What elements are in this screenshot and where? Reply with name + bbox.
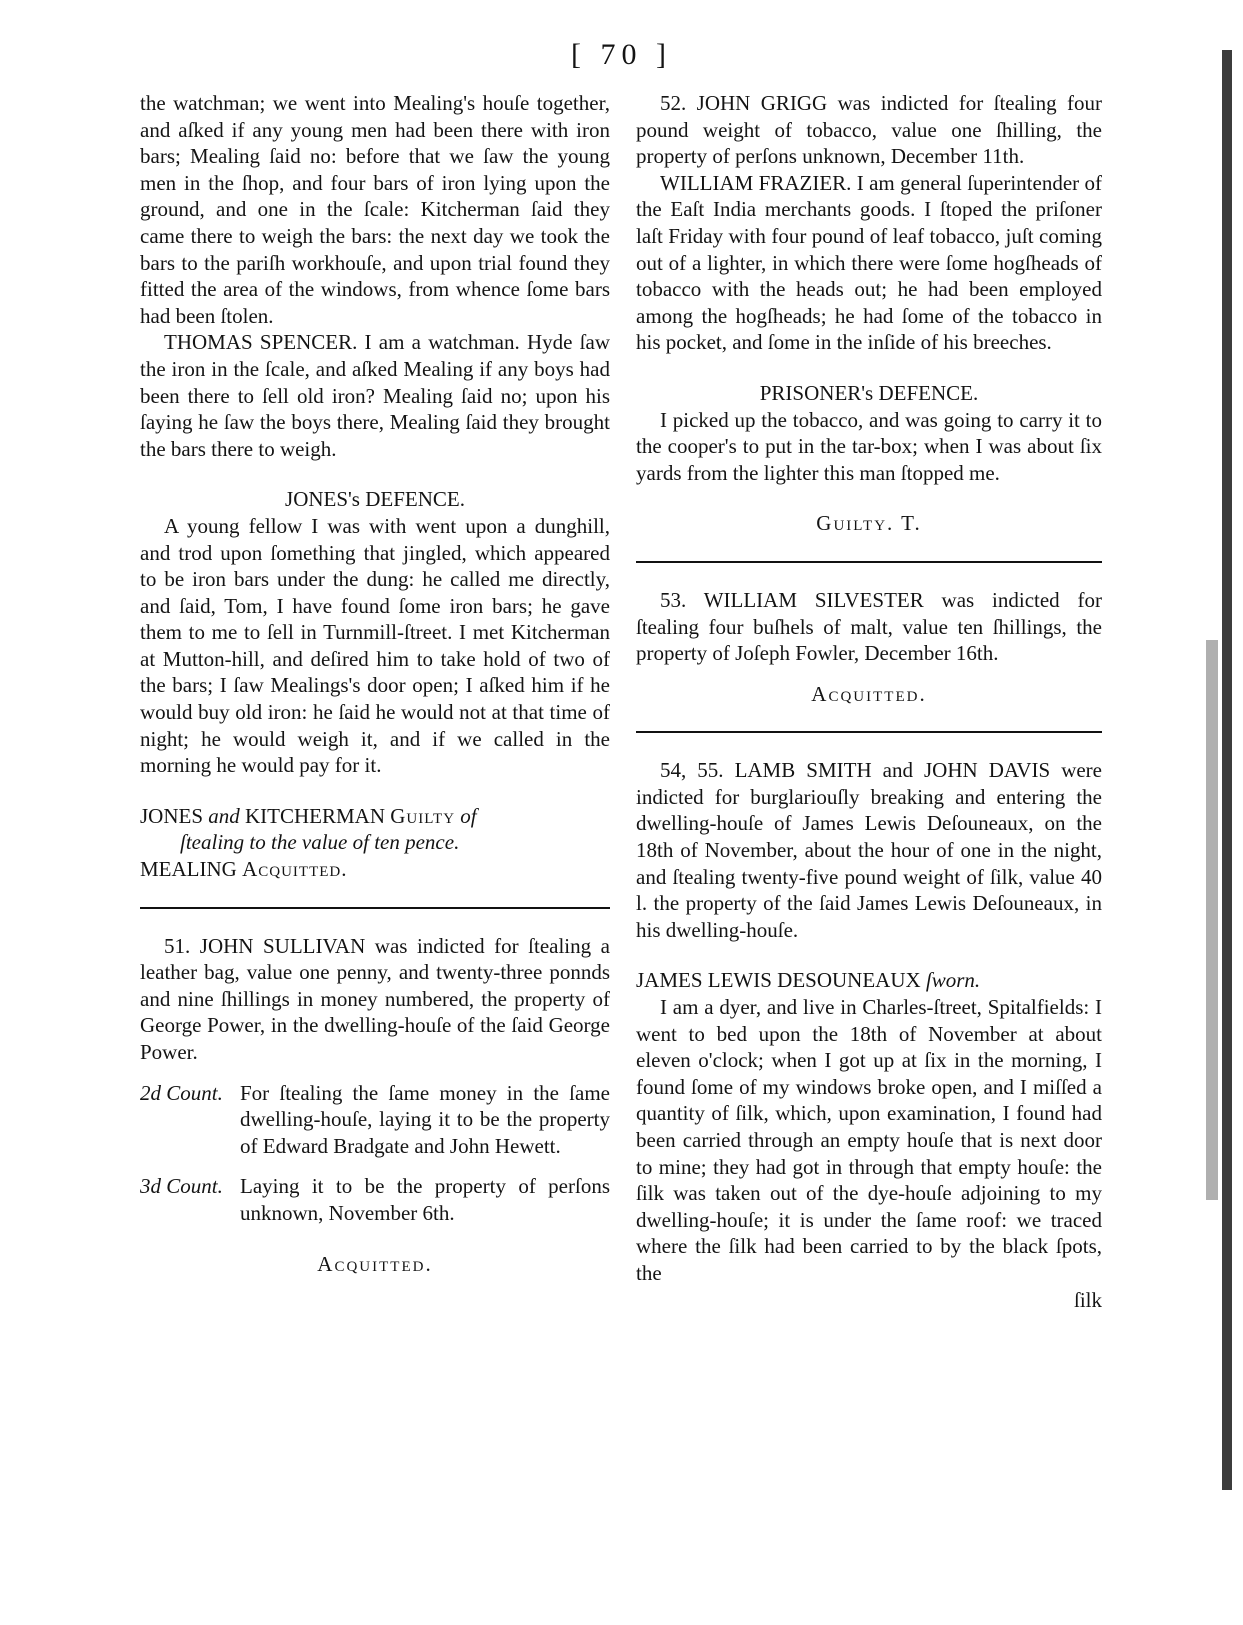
- indictment-paragraph: 51. JOHN SULLIVAN was indicted for ſtealing a leather bag, value one penny, and twenty-three ponnds and nine ſhillings in money numbered, the property of George Power, in the dwelling-houſe of the ſaid George Power.: [140, 933, 610, 1064]
- indictment-paragraph: 54, 55. LAMB SMITH and JOHN DAVIS were indicted for burglariouſly breaking and entering the dwelling-houſe of James Lewis Deſouneaux, on the 18th of November, about the hour of one in the night, and ſtealing twenty-five pound weight of ſilk, value 40 l. the property of the ſaid James Lewis Deſouneaux, in his dwelling-houſe.: [636, 758, 1102, 942]
- paragraph: I picked up the tobacco, and was going to carry it to the cooper's to put in the tar-box; when I was about ſix yards from the lighter this man ſtopped me.: [636, 407, 1102, 485]
- count-entry: [140, 1173, 610, 1226]
- verdict: Guilty. T.: [816, 511, 922, 536]
- verdict-finding: [140, 803, 610, 883]
- finding-name: MEALING: [140, 857, 237, 882]
- count-entry: [140, 1080, 610, 1160]
- section-heading: JONES's DEFENCE.: [285, 487, 465, 512]
- finding-verdict: Acquitted.: [242, 857, 348, 882]
- finding-of: of: [460, 803, 477, 828]
- indictment-paragraph: 52. JOHN GRIGG was indicted for ſtealing four pound weight of tobacco, value one ſhilling, the property of perſons unknown, December 11th.: [636, 91, 1102, 169]
- paragraph: WILLIAM FRAZIER. I am general ſuperintender of the Eaſt India merchants goods. I ſtoped the priſoner laſt Friday with four pound of leaf tobacco, juſt coming out of a lighter, in which there were ſome hogſheads of tobacco with the heads out; he had been employed among the hogſheads; he had ſome of the tobacco in his pocket, and ſome in the inſide of his breeches.: [636, 170, 1102, 355]
- left-column: [140, 90, 610, 1277]
- verdict: Acquitted.: [317, 1251, 433, 1276]
- paragraph: A young fellow I was with went upon a dunghill, and trod upon ſomething that jingled, which appeared to be iron bars under the dung: he called me directly, and ſaid, Tom, I have found ſome iron bars; he gave them to me to ſell in Turnmill-ſtreet. I met Kitcherman at Mutton-hill, and deſired him to take hold of two of the bars; I ſaw Mealings's door open; I aſked him if he would buy old iron: he ſaid he would not at that time of night; he would weigh it, and if we called in the morning he would pay for it.: [140, 513, 610, 778]
- paragraph: I am a dyer, and live in Charles-ſtreet, Spitalfields: I went to bed upon the 18th of November at about eleven o'clock; when I got up at ſix in the morning, I found ſome of my windows broke open, and I miſſed a quantity of ſilk, which, upon examination, I found had been carried through an empty houſe that is next door to mine; they had got in through that empty houſe: the ſilk was taken out of the dye-houſe adjoining to my dwelling-houſe; it is under the ſame roof: we traced where the ſilk had been carried to by the black ſpots, the: [636, 995, 1102, 1285]
- finding-conjunction: and: [208, 803, 240, 828]
- count-text: For ſtealing the ſame money in the ſame dwelling-houſe, laying it to be the property of Edward Bradgate and John Hewett.: [240, 1080, 610, 1158]
- finding-name: KITCHERMAN: [245, 803, 386, 828]
- verdict: Acquitted.: [811, 681, 927, 706]
- page-edge-shadow: [1222, 50, 1232, 1490]
- page-number: [ 70 ]: [571, 38, 672, 71]
- finding-detail: ſtealing to the value of ten pence.: [180, 830, 460, 855]
- paragraph: the watchman; we went into Mealing's houſe together, and aſked if any young men had been there with iron bars; Mealing ſaid no: before that we ſaw the young men in the ſhop, and four bars of iron lying upon the ground, and one in the ſcale: Kitcherman ſaid they came there to weigh the bars: the next day we took the bars to the pariſh workhouſe, and upon trial found they fitted the area of the windows, from whence ſome bars had been ſtolen.: [140, 91, 610, 328]
- witness-heading: [636, 967, 1102, 994]
- right-column: [636, 90, 1102, 1313]
- section-heading: PRISONER's DEFENCE.: [759, 380, 979, 405]
- count-text: Laying it to be the property of perſons unknown, November 6th.: [240, 1174, 610, 1225]
- indictment-paragraph: 53. WILLIAM SILVESTER was indicted for ſtealing four buſhels of malt, value ten ſhillings, the property of Joſeph Fowler, December 16th.: [636, 587, 1102, 666]
- count-label: 2d Count.: [140, 1080, 223, 1105]
- page-edge-shadow: [1206, 640, 1218, 1200]
- count-label: 3d Count.: [140, 1174, 223, 1199]
- finding-verdict: Guilty: [390, 803, 456, 828]
- witness-sworn: ſworn.: [925, 968, 981, 993]
- finding-name: JONES: [140, 803, 204, 828]
- catchword: ſilk: [1073, 1287, 1102, 1312]
- witness-name: JAMES LEWIS DESOUNEAUX: [636, 968, 921, 993]
- paragraph: THOMAS SPENCER. I am a watchman. Hyde ſaw the iron in the ſcale, and aſked Mealing if any boys had been there to ſell old iron? Mealing ſaid no; upon his ſaying he ſaw the boys there, Mealing ſaid they brought the bars there to weigh.: [140, 330, 610, 461]
